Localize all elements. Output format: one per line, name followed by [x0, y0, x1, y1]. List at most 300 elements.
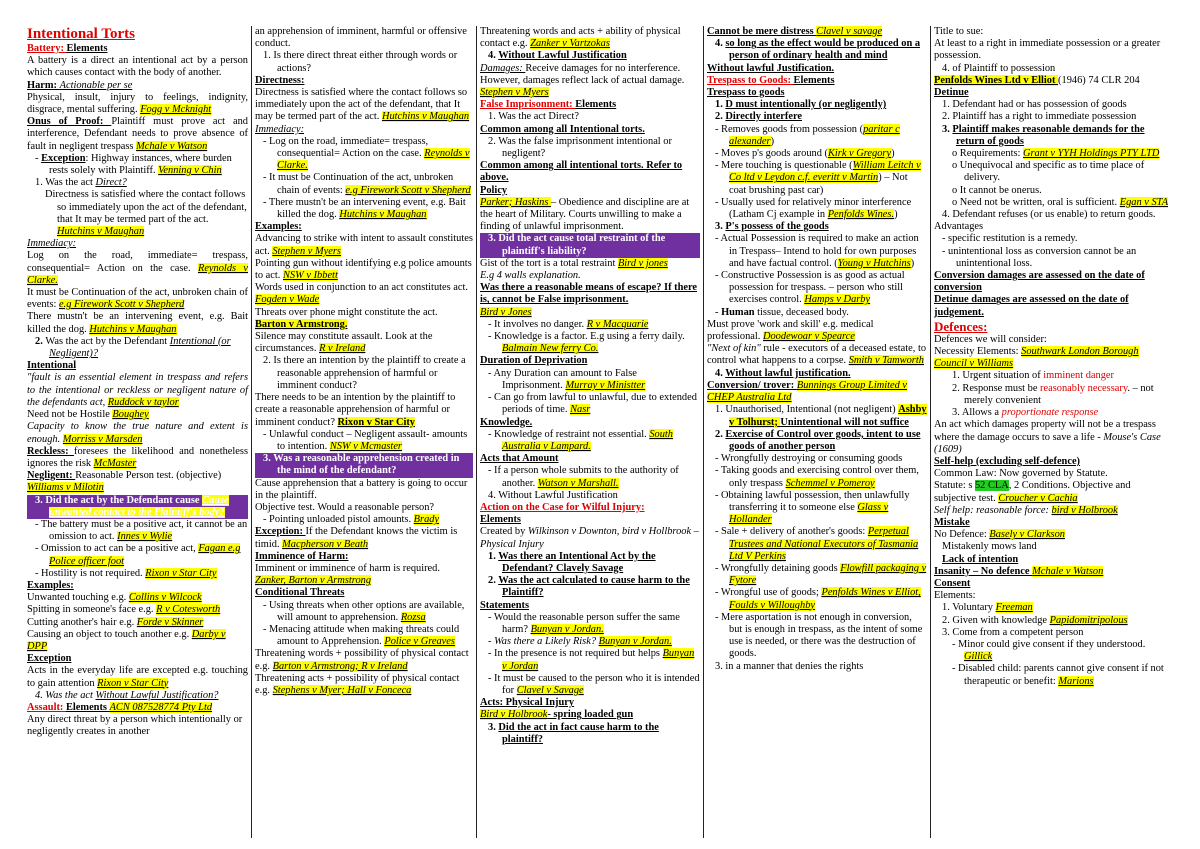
text-run: Assault: — [27, 701, 66, 713]
text-run: Cutting another's hair e.g. — [27, 616, 137, 628]
text-run: - Taking goods and exercising control over them, only trespass — [715, 465, 919, 489]
text-line — [480, 355, 700, 367]
text-run: Was there a Likely Risk? — [494, 636, 599, 648]
text-line — [255, 50, 473, 74]
text-run: Elements — [66, 43, 108, 54]
text-run: Title to sue: — [934, 26, 984, 37]
text-run: Penfolds Wines Ltd v Elliot — [934, 74, 1059, 86]
text-run: False Imprisonment: — [480, 99, 576, 111]
text-run: Self help: reasonable force: — [934, 504, 1052, 516]
text-line — [27, 92, 248, 116]
text-line — [480, 270, 700, 282]
text-run: Exception — [41, 152, 86, 164]
text-run: - — [715, 306, 722, 318]
case-citation: e.g Firework Scott v Shepherd — [345, 184, 471, 196]
text-run: - There mustn't be an intervening event, e.g. Bait killed the dog. — [263, 196, 466, 221]
text-run: 3. in a manner that denies the rights — [715, 660, 864, 672]
text-line — [480, 197, 700, 234]
text-line — [27, 360, 248, 372]
text-run: Lack of intention — [942, 553, 1019, 565]
text-run: - — [35, 152, 42, 164]
text-run: Without Lawful Justification? — [95, 689, 219, 701]
text-line — [27, 421, 248, 445]
text-line — [255, 648, 473, 672]
text-line — [27, 55, 248, 79]
text-run: - The battery must be a positive act, it cannot be an omission to act. — [35, 518, 248, 543]
case-citation: Young v Hutchins — [837, 257, 911, 269]
case-citation: Bird v Holbrook — [480, 709, 548, 721]
document-page — [24, 26, 1176, 838]
text-line — [480, 575, 700, 599]
text-line — [27, 629, 248, 653]
case-citation: Bird v jones — [617, 257, 668, 269]
text-run: Without lawful justification. — [725, 367, 851, 379]
text-run: - Wrongfully detaining goods — [715, 562, 841, 574]
text-run: Plaintiff makes reasonable demands for the return of goods — [952, 123, 1145, 147]
case-citation: Parker; Haskins — [480, 196, 551, 208]
text-line — [934, 663, 1173, 687]
text-line — [27, 653, 248, 665]
text-line — [255, 563, 473, 587]
text-run: Cause apprehension that a battery is going to occur in the plaintiff. — [255, 477, 468, 501]
case-citation: Bunyan v Jordan. — [598, 636, 672, 648]
text-run: Damages: — [480, 62, 526, 74]
text-run: Defences we will consider: — [934, 333, 1047, 345]
text-line — [480, 99, 700, 111]
text-line — [27, 336, 248, 360]
text-line — [707, 26, 927, 38]
text-line — [707, 124, 927, 148]
text-line — [480, 600, 700, 612]
text-run: Threatening words + possibility of physical contact e.g. — [255, 648, 469, 672]
text-line — [480, 368, 700, 392]
text-run: Immediacy: — [255, 123, 305, 135]
case-citation: Murray v Ministter — [565, 379, 646, 391]
text-line — [480, 429, 700, 453]
text-run: ) — [894, 209, 898, 221]
text-line — [934, 197, 1173, 209]
case-citation: Basely v Clarkson — [989, 529, 1065, 541]
text-run: It must be Continuation of the act, unbroken chain of events: — [27, 287, 248, 311]
text-line — [480, 26, 700, 50]
text-run: Threatening acts + possibility of physical contact e.g. — [255, 672, 460, 696]
case-citation: R v Cotesworth — [156, 604, 221, 616]
text-line — [255, 124, 473, 136]
text-line — [934, 99, 1173, 111]
text-run: - Usually used for relatively minor interference (Latham Cj example in — [715, 196, 912, 221]
text-line — [707, 38, 927, 62]
case-citation: Penfolds Wines. — [827, 209, 895, 221]
text-line — [934, 529, 1173, 541]
text-run: Duration of Deprivation — [480, 355, 588, 367]
text-line — [480, 319, 700, 331]
text-run: - Mere asportation is not enough in conversion, but is enough in trespass, as the intent of some use is needed, or there was the destruction of goods. — [715, 611, 923, 660]
column-4 — [703, 26, 930, 838]
text-run: o Unequivocal and specific as to time place of delivery. — [952, 160, 1145, 184]
text-line — [255, 514, 473, 526]
text-line — [27, 238, 248, 250]
text-line — [707, 465, 927, 489]
text-run: 2. Given with knowledge — [942, 614, 1050, 626]
text-run: - Any Duration can amount to False Imprisonment. — [488, 367, 637, 391]
text-line — [255, 307, 473, 319]
text-run: - Constructive Possession is as good as actual possession for trespass. – person who still exercises control. — [715, 270, 905, 306]
text-run: - Knowledge of restraint not essential. — [488, 428, 650, 440]
text-run: Spitting in someone's face e.g. — [27, 604, 157, 616]
text-line — [255, 551, 473, 563]
text-run: Necessity Elements: — [934, 346, 1022, 358]
text-run: - Omission to act can be a positive act, — [35, 543, 199, 555]
text-run: "fault is an essential element in trespass and refers to the intentional or reckless or negligent nature of the defendants act, — [27, 372, 248, 408]
text-run: No Defence: — [934, 529, 990, 541]
text-line — [480, 124, 700, 136]
text-run: - spring loaded gun — [547, 709, 634, 721]
text-line — [255, 221, 473, 233]
text-line — [255, 502, 473, 514]
text-run: ) — [770, 135, 775, 147]
text-run: , 2 Conditions. Objective and subjective test. — [934, 480, 1131, 504]
text-line — [934, 627, 1173, 639]
case-citation: Forde v Skinner — [136, 616, 204, 628]
text-run: . – not merely convenient — [964, 382, 1154, 406]
text-run: Barton v Armstrong. — [255, 318, 348, 330]
text-run: Exception: — [255, 526, 306, 538]
text-line — [480, 50, 700, 62]
case-citation: Southwark London Borough Council v Williams — [934, 346, 1139, 370]
text-line — [934, 334, 1173, 346]
text-line — [27, 519, 248, 543]
text-line — [480, 63, 700, 100]
text-line — [480, 453, 700, 465]
case-citation: Stephen v Myers — [480, 87, 549, 99]
text-run: Cannot be mere distress — [707, 26, 817, 37]
text-line — [255, 478, 473, 502]
text-run: Created by — [480, 526, 528, 538]
text-run: Directness is satisfied where the contact follows so immediately upon the act of the defendant, that It may be termed part of the act. — [45, 189, 247, 225]
text-run: Reckless: — [27, 445, 74, 457]
text-run: - Would the reasonable person suffer the same harm? — [488, 611, 680, 635]
text-line — [934, 639, 1173, 663]
text-run: Statements — [480, 599, 530, 611]
case-citation: Stephens v Myer; Hall v Fonceca — [272, 684, 412, 696]
text-line — [480, 709, 700, 721]
text-run: Must prove 'work and skill' e.g. medical professional. — [707, 318, 874, 343]
case-citation: Rixon v Star City — [97, 677, 169, 689]
text-run: - Hostility is not required. — [35, 567, 146, 579]
text-line — [707, 160, 927, 197]
case-citation: Darby v DPP — [27, 628, 226, 652]
text-run: Onus of Proof: — [27, 116, 112, 128]
text-line — [255, 587, 473, 599]
text-run: Battery: — [27, 43, 67, 54]
text-run: Unwanted touching e.g. — [27, 592, 129, 604]
text-run: Conversion damages are assessed on the date of conversion — [934, 270, 1145, 294]
text-run: 2. Was the false imprisonment intentional or negligent? — [488, 135, 672, 160]
text-line — [707, 587, 927, 611]
text-run: Consent — [934, 577, 971, 589]
text-line — [255, 26, 473, 50]
text-line — [934, 554, 1173, 566]
text-run: 4. of Plaintiff to possession — [942, 62, 1056, 74]
case-citation: paritar c alexander — [729, 123, 900, 147]
text-line — [27, 80, 248, 92]
case-citation: Hutchins v Maughan — [89, 323, 177, 335]
text-run: Policy — [480, 184, 508, 196]
text-line — [27, 580, 248, 592]
text-run: Elements — [65, 701, 110, 713]
text-run: Unintentional will not suffice — [780, 416, 909, 428]
text-run: At least to a right in immediate possession or a greater possession. — [934, 38, 1161, 62]
text-run: P's possess of the goods — [725, 221, 829, 233]
text-line — [480, 612, 700, 636]
text-run: - Wrongfully destroying or consuming goods — [715, 453, 903, 465]
text-run: An act which damages property will not be a trespass where the damage occurs to save a life - — [934, 419, 1156, 443]
text-run: Any direct threat by a person which intentionally or negligently creates in another — [27, 714, 243, 738]
text-run: - Pointing unloaded pistol amounts. — [263, 514, 414, 526]
case-citation: Venning v Chin — [158, 165, 222, 177]
text-run: 52 CLA — [974, 480, 1009, 492]
text-line — [27, 690, 248, 702]
text-run: - It involves no danger. — [488, 318, 587, 330]
text-line — [480, 331, 700, 355]
case-citation: bird v Holbrook — [1051, 504, 1118, 516]
text-run: Harm: — [27, 79, 60, 91]
text-run: 1. Urgent situation of — [952, 370, 1044, 382]
text-run: - specific restitution is a remedy. — [942, 233, 1078, 245]
text-run: If the Defendant knows the victim is timid. — [255, 526, 458, 550]
column-2 — [251, 26, 476, 838]
text-run: Physical, insult, injury to feelings, indignity, disgrace, mental suffering. — [27, 91, 248, 116]
text-line — [707, 197, 927, 221]
text-run: Immediacy: — [27, 238, 77, 250]
text-run: - Moves p's goods around ( — [715, 148, 828, 160]
text-line — [255, 331, 473, 355]
case-citation: Macpherson v Beath — [282, 538, 369, 550]
text-line — [255, 453, 473, 477]
text-line — [707, 75, 927, 87]
text-run: Statute: s — [934, 480, 975, 492]
text-run: There mustn't be an intervening event, e.g. Bait killed the dog. — [27, 311, 248, 335]
text-line — [480, 526, 700, 550]
text-run: - Actual Possession is required to make an action in Trespass– Intend to hold for own purposes and have factual control. ( — [715, 233, 919, 269]
text-run: 1. Unauthorised, Intentional (not negligent) — [715, 404, 899, 416]
case-citation: Marions — [1058, 675, 1094, 687]
text-run: 1. — [715, 99, 726, 111]
text-line — [480, 136, 700, 160]
text-line — [480, 185, 700, 197]
text-line — [27, 287, 248, 311]
text-line — [707, 404, 927, 428]
text-line — [707, 380, 927, 404]
text-run: o Requirements: — [952, 148, 1023, 160]
text-line — [707, 63, 927, 75]
text-run: Elements — [480, 514, 521, 526]
case-citation: NSW v Ibbett — [283, 270, 338, 282]
text-line — [707, 343, 927, 367]
text-run: Self-help (excluding self-defence) — [934, 455, 1081, 467]
text-line — [934, 566, 1173, 578]
text-run: Mistake — [934, 516, 970, 528]
case-citation: R v Macquarie — [586, 318, 649, 330]
text-line: Intentional Torts — [27, 26, 135, 42]
text-line — [934, 480, 1173, 504]
text-line — [934, 590, 1173, 602]
text-line — [707, 307, 927, 319]
text-run: Knowledge. — [480, 416, 533, 428]
text-run: Words used in conjunction to an act constitutes act. — [255, 282, 468, 294]
text-run: - It must be caused to the person who it is intended for — [488, 672, 700, 696]
case-citation: Police v Greaves — [384, 636, 455, 648]
text-line — [707, 99, 927, 111]
text-line — [480, 648, 700, 672]
text-run: Direct? — [95, 177, 127, 189]
text-run: – Obedience and discipline are at the heart of Military. Courts unwilling to make a finding of unlawful imprisonment. — [480, 196, 690, 233]
text-line — [480, 233, 700, 257]
text-run: Causing an object to touch another e.g. — [27, 628, 192, 640]
text-run: 3. Was a reasonable apprehension created in the mind of the defendant? — [263, 453, 460, 477]
text-run: Rixon v Star City — [337, 416, 415, 428]
text-run: Threats over phone might constitute the act. — [255, 306, 438, 318]
text-run: 1. Was the act — [35, 177, 96, 189]
text-run: imminent danger — [1043, 370, 1114, 382]
case-citation: Cause unwanted contact to the Plaintiff's body? — [49, 494, 229, 518]
text-line — [707, 87, 927, 99]
text-run: Was there a reasonable means of escape? If there is, cannot be False imprisonment. — [480, 282, 698, 306]
text-run: Wilkinson v Downton, bird v Hollbrook – Physical Injury — [480, 526, 699, 550]
text-line — [934, 615, 1173, 627]
text-line — [255, 600, 473, 624]
text-run: 2. — [488, 575, 499, 587]
case-citation: Hamps v Darby — [804, 294, 871, 306]
case-citation: Penfolds Wines v Elliot, Foulds v Willoughby — [729, 587, 921, 611]
text-line — [480, 673, 700, 697]
text-line — [27, 116, 248, 153]
text-run: - In the presence is not required but helps — [488, 648, 663, 660]
text-run: Was there an Intentional Act by the Defendant? Clavely Savage — [498, 550, 656, 574]
text-run: Trespass to goods — [707, 87, 785, 99]
text-run: Examples: — [255, 221, 302, 233]
text-run: : Highway instances, where burden rests solely with Plaintiff. — [49, 152, 232, 177]
case-citation: NSW v Mcmaster — [329, 440, 402, 452]
case-citation: McMaster — [93, 457, 137, 469]
text-run: Intentional (or Negligent)? — [49, 335, 231, 360]
column-1 — [24, 26, 251, 838]
text-run: 1. — [488, 550, 499, 562]
text-run: Need not be Hostile — [27, 409, 113, 421]
text-run: Human — [721, 306, 758, 318]
text-line — [934, 270, 1173, 294]
text-run: 3. — [715, 221, 726, 233]
text-run: - Menacing attitude when making threats could amount to Apprehension. — [263, 623, 460, 648]
text-line — [707, 612, 927, 661]
text-run: Log on the road, immediate= trespass, consequential= Action on the case. — [27, 250, 248, 274]
text-run: Directly interfere — [725, 111, 803, 123]
case-citation: ACN 087528774 Pty Ltd — [109, 701, 213, 713]
text-line — [934, 209, 1173, 221]
case-citation: Ruddock v taylor — [107, 396, 179, 408]
text-line — [707, 526, 927, 563]
text-line — [934, 111, 1173, 123]
text-run: - Log on the road, immediate= trespass, consequential= Action on the case. — [263, 135, 429, 160]
text-line — [480, 722, 700, 746]
text-line — [27, 495, 248, 519]
text-run: - Can go from lawful to unlawful, due to extended periods of time. — [488, 392, 697, 416]
text-line — [480, 111, 700, 123]
case-citation: Mchale v Watson — [136, 140, 208, 152]
text-line — [255, 319, 473, 331]
text-line — [934, 233, 1173, 245]
column-3 — [476, 26, 703, 838]
case-citation: Papidomitripolous — [1049, 614, 1128, 626]
text-line — [934, 505, 1173, 517]
text-run: Without lawful Justification. — [707, 62, 835, 74]
case-citation: Stephen v Myers — [272, 245, 341, 257]
case-citation: Flowfill packaging v Fytore — [729, 562, 927, 587]
text-run: Silence may constitute assault. Look at the circumstances. — [255, 331, 433, 355]
text-line — [27, 604, 248, 616]
text-run: 3. Did the act cause total restraint of the plaintiff's liability? — [488, 233, 666, 257]
text-run: Was the act calculated to cause harm to the Plaintiff? — [498, 575, 690, 599]
case-citation: Rixon v Star City — [145, 567, 217, 579]
text-run: reasonably necessary — [1040, 382, 1128, 394]
case-citation: Collins v Wilcock — [128, 592, 202, 604]
text-run: Conditional Threats — [255, 587, 345, 599]
case-citation: Gillick — [964, 651, 993, 663]
case-citation: Clavel v savage — [816, 26, 883, 37]
case-citation: Clavel v Savage — [516, 684, 584, 696]
text-run: 4. — [715, 367, 726, 379]
text-run: 3. Did the act by the Defendant cause — [35, 494, 203, 506]
text-run: - Minor could give consent if they understood. — [952, 638, 1146, 650]
text-run: Directness: — [255, 74, 305, 86]
text-run: Common among all Intentional torts. — [480, 123, 645, 135]
case-citation: Williams v Milotin — [27, 482, 104, 494]
text-run: Conversion/ trover: — [707, 379, 797, 391]
text-run: 2. Plaintiff has a right to immediate possession — [942, 111, 1137, 123]
text-line — [255, 172, 473, 196]
text-run: ) — [910, 257, 915, 269]
text-run: Acts: Physical Injury — [480, 697, 575, 709]
text-line — [934, 383, 1173, 407]
text-line — [934, 578, 1173, 590]
case-citation: Zanker v Vartzokas — [530, 38, 610, 50]
text-run: Receive damages for no interference. However, damages reflect lack of actual damage. — [480, 62, 685, 86]
text-run: - Removes goods from possession ( — [715, 123, 864, 135]
text-run: 2. Response must be — [952, 382, 1041, 394]
text-line — [480, 502, 700, 514]
text-line — [27, 372, 248, 409]
text-line — [27, 311, 248, 335]
text-line — [934, 63, 1173, 75]
text-run: 1. Voluntary — [942, 602, 996, 614]
text-line — [480, 417, 700, 429]
text-run: - Sale + delivery of another's goods: — [715, 526, 868, 538]
text-line — [255, 87, 473, 124]
text-run: Mistakenly mows land — [942, 541, 1037, 553]
text-line — [934, 468, 1173, 480]
text-line — [27, 250, 248, 287]
text-line — [480, 392, 700, 416]
text-run: 4. — [715, 38, 726, 50]
text-line — [255, 75, 473, 87]
text-run: There needs to be an intention by the plaintiff to create a reasonable apprehension of harmful or imminent conduct? — [255, 392, 456, 428]
text-run: Threatening words and acts + ability of physical contact e.g. — [480, 26, 681, 50]
case-citation: Fogg v Mcknight — [140, 104, 212, 116]
text-run: Exercise of Control over goods, intent to use goods of another person — [725, 428, 921, 452]
case-citation: Fagan e.g Police officer foot — [49, 543, 241, 567]
text-run: 2. — [35, 335, 46, 347]
text-line — [255, 526, 473, 550]
